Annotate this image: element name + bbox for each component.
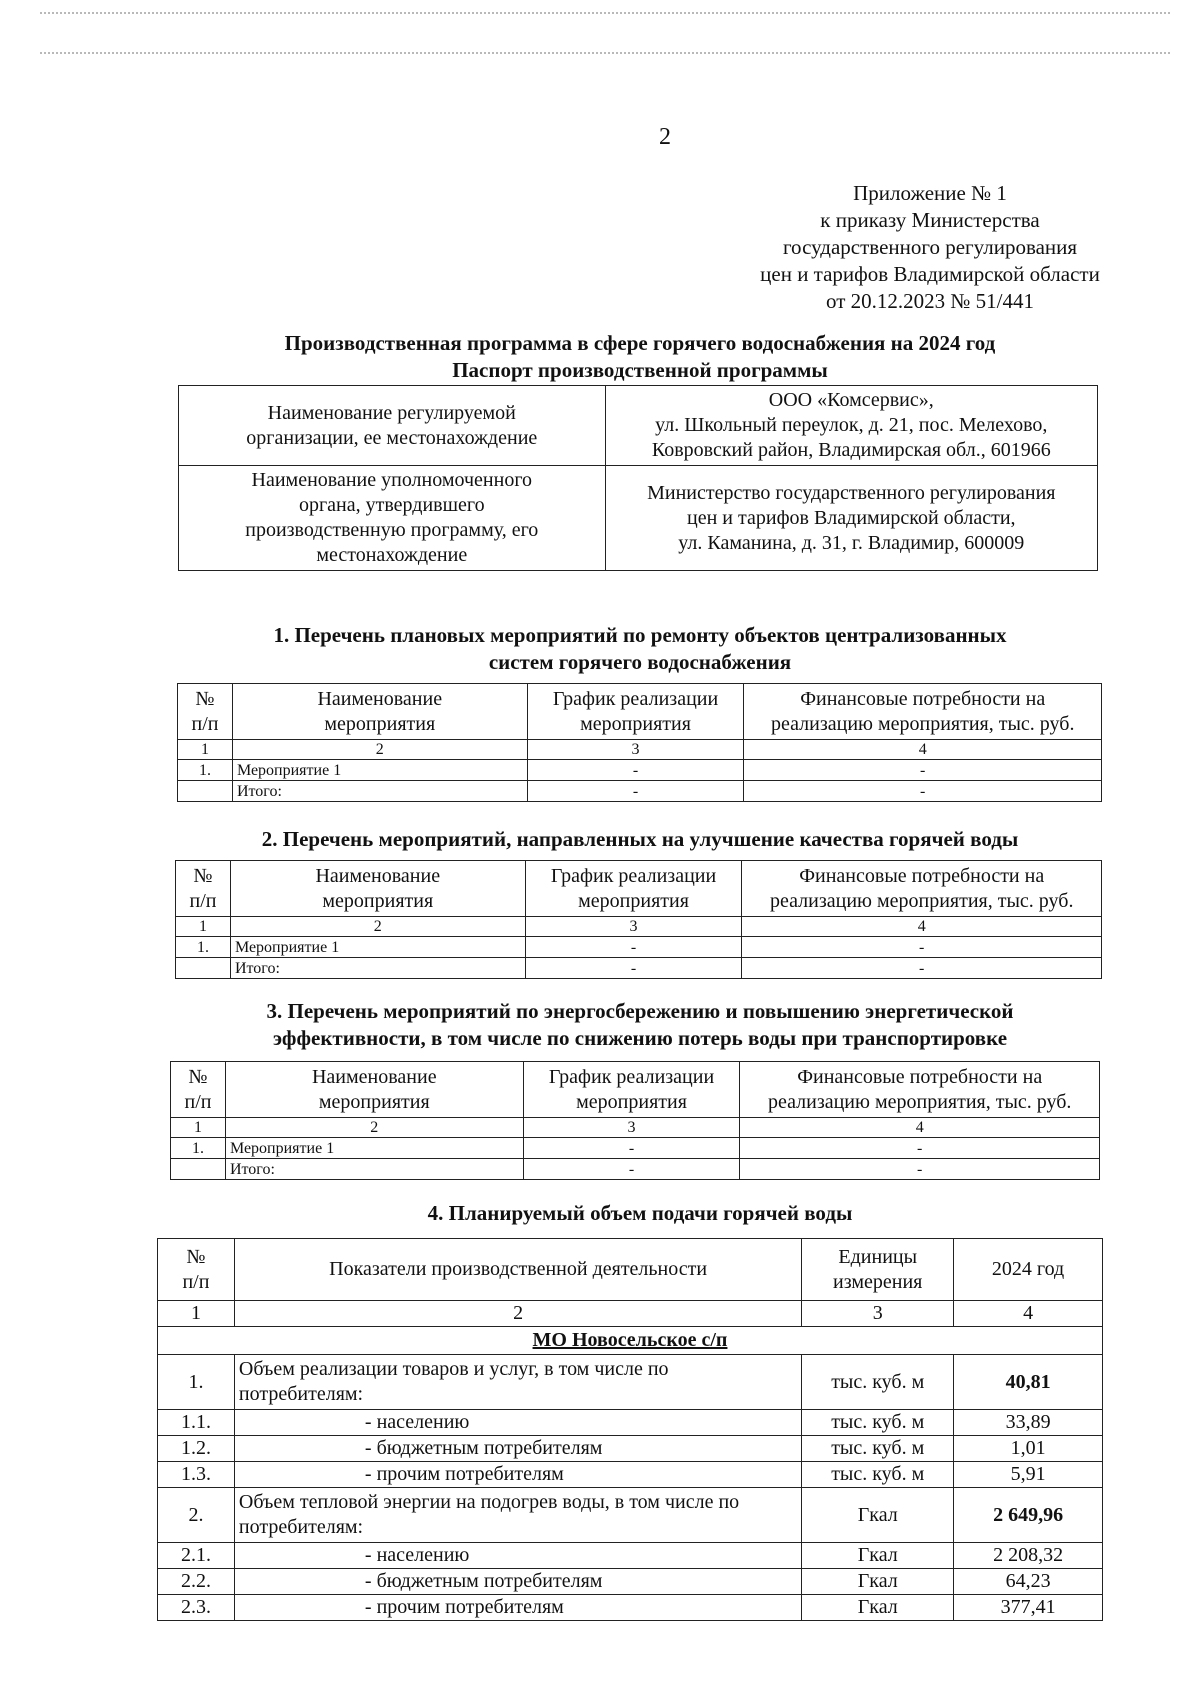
col-header-schedule: График реализации мероприятия [523,1062,740,1118]
table-header-row [178,684,1102,740]
table-row: Итого: - - [178,781,1102,802]
col-header-name: Наименование мероприятия [232,684,527,740]
col-header-indicators: Показатели производственной деятельности [234,1239,801,1301]
page-number: 2 [659,124,671,150]
col-header-name: Наименование мероприятия [230,861,525,917]
table-row: 1. Мероприятие 1 - - [176,937,1102,958]
appendix-line: цен и тарифов Владимирской области [760,262,1100,286]
table-row: 2. Объем тепловой энергии на подогрев воды, в том числе по потребителям: Гкал 2 649,96 [158,1488,1103,1543]
column-numbers-row: 1 2 3 4 [178,740,1102,760]
table-row: 1.3. - прочим потребителям тыс. куб. м 5,91 [158,1462,1103,1488]
table-header-row [176,861,1102,917]
passport-table [178,385,1098,571]
section-1-title: 1. Перечень плановых мероприятий по ремонту объектов централизованных систем горячего водоснабжения [273,623,1007,674]
column-numbers-row: 1 2 3 4 [176,917,1102,937]
table-row [179,386,1098,466]
col-header-num: № п/п [176,861,231,917]
table-header-row [158,1239,1103,1301]
table-row [179,466,1098,571]
table-row: 2.1. - населению Гкал 2 208,32 [158,1543,1103,1569]
section-1-table [177,683,1102,802]
table-row: 1. Мероприятие 1 - - [178,760,1102,781]
scan-artifact-line [40,52,1170,54]
col-header-units: Единицы измерения [802,1239,954,1301]
table-row: 1. Объем реализации товаров и услуг, в том числе по потребителям: тыс. куб. м 40,81 [158,1355,1103,1410]
section-4-title: 4. Планируемый объем подачи горячей воды [427,1201,853,1225]
col-header-finance: Финансовые потребности на реализацию мероприятия, тыс. руб. [742,861,1102,917]
title-line: Паспорт производственной программы [452,358,828,382]
title-line: Производственная программа в сфере горячего водоснабжения на 2024 год [284,331,996,355]
table-row: 1. Мероприятие 1 - - [171,1138,1100,1159]
section-2-title: 2. Перечень мероприятий, направленных на улучшение качества горячей воды [261,827,1019,851]
passport-label-cell: Наименование регулируемой организации, ее местонахождение [179,386,606,466]
scan-artifact-line [40,12,1170,14]
col-header-name: Наименование мероприятия [225,1062,523,1118]
col-header-schedule: График реализации мероприятия [527,684,744,740]
passport-label-cell: Наименование уполномоченного органа, утвердившего производственную программу, его местонахождение [179,466,606,571]
table-row: 1.2. - бюджетным потребителям тыс. куб. м 1,01 [158,1436,1103,1462]
passport-value-cell: ООО «Комсервис», ул. Школьный переулок, д. 21, пос. Мелехово, Ковровский район, Владимирская обл., 601966 [605,386,1097,466]
appendix-line: государственного регулирования [782,235,1078,259]
section-4-table [157,1238,1103,1621]
section-2-table [175,860,1102,979]
column-numbers-row: 1 2 3 4 [158,1301,1103,1327]
appendix-block [720,180,1140,315]
section-3-table [170,1061,1100,1180]
col-header-num: № п/п [171,1062,226,1118]
col-header-year: 2024 год [954,1239,1103,1301]
section-3-title: 3. Перечень мероприятий по энергосбережению и повышению энергетической эффективности, в том числе по снижению потерь воды при транспортировке [266,999,1014,1050]
appendix-line: от 20.12.2023 № 51/441 [825,289,1035,313]
table-header-row [171,1062,1100,1118]
col-header-num: № п/п [178,684,233,740]
municipality-name: МО Новосельское с/п [158,1327,1103,1355]
col-header-finance: Финансовые потребности на реализацию мероприятия, тыс. руб. [744,684,1102,740]
passport-value-cell: Министерство государственного регулирования цен и тарифов Владимирской области, ул. Каманина, д. 31, г. Владимир, 600009 [605,466,1097,571]
table-row: 1.1. - населению тыс. куб. м 33,89 [158,1410,1103,1436]
col-header-schedule: График реализации мероприятия [525,861,742,917]
col-header-finance: Финансовые потребности на реализацию мероприятия, тыс. руб. [740,1062,1100,1118]
document-title [160,330,1120,384]
appendix-line: Приложение № 1 [853,181,1007,205]
column-numbers-row: 1 2 3 4 [171,1118,1100,1138]
appendix-line: к приказу Министерства [820,208,1040,232]
table-row: Итого: - - [171,1159,1100,1180]
table-row: 2.3. - прочим потребителям Гкал 377,41 [158,1595,1103,1621]
table-row: Итого: - - [176,958,1102,979]
col-header-num: № п/п [158,1239,235,1301]
table-row: 2.2. - бюджетным потребителям Гкал 64,23 [158,1569,1103,1595]
municipality-row [158,1327,1103,1355]
